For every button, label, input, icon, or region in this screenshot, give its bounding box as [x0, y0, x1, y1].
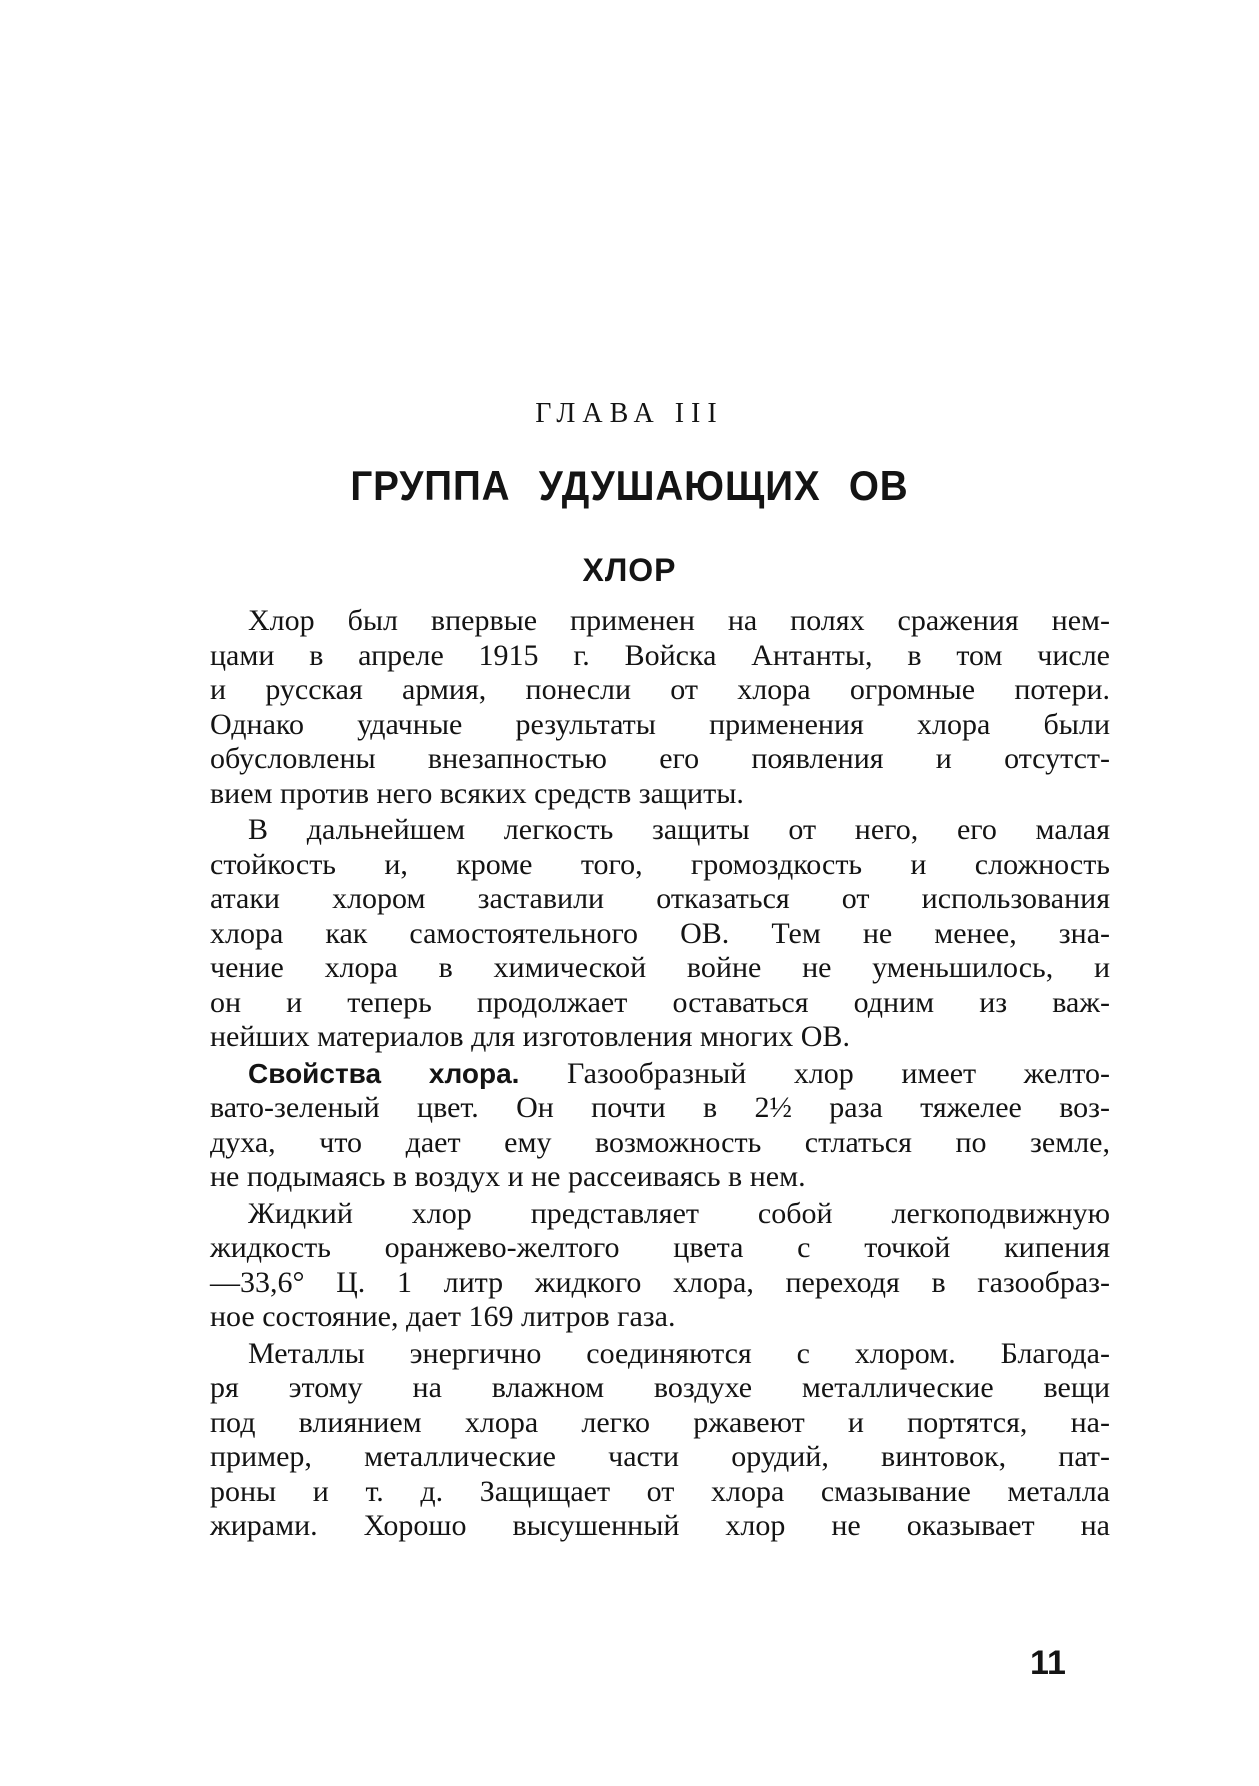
text-line: Однако удачные результаты применения хлора были: [210, 707, 1110, 741]
text-line: жирами. Хорошо высушенный хлор не оказывает на: [210, 1509, 1110, 1542]
text-line: роны и т. д. Защищает от хлора смазывание металла: [210, 1474, 1110, 1508]
text-line: стойкость и, кроме того, громоздкость и сложность: [210, 847, 1110, 881]
chapter-title: ГРУППА УДУШАЮЩИХ ОВ: [350, 462, 909, 509]
text-line: духа, что дает ему возможность стлаться по земле,: [210, 1125, 1110, 1159]
text-line: нейших материалов для изготовления многих ОВ.: [210, 1020, 850, 1053]
text-line: Хлор был впервые применен на полях сражения нем-: [248, 604, 1110, 637]
text-line: Жидкий хлор представляет собой легкоподвижную: [248, 1196, 1110, 1230]
text-line: вием против него всяких средств защиты.: [210, 776, 744, 810]
text-line: пример, металлические части орудий, винтовок, пат-: [210, 1440, 1110, 1473]
text-line: хлора как самостоятельного ОВ. Тем не менее, зна-: [210, 916, 1110, 950]
text-line: В дальнейшем легкость защиты от него, его малая: [248, 813, 1110, 846]
page-number: 11: [1030, 1644, 1066, 1682]
text-line: он и теперь продолжает оставаться одним из важ-: [210, 985, 1110, 1019]
text-line-rest: Газообразный хлор имеет желто-: [519, 1056, 1111, 1090]
text-line: ря этому на влажном воздухе металлические вещи: [210, 1371, 1110, 1404]
paragraph-lead: Свойства хлора.: [248, 1057, 520, 1089]
text-line: ное состояние, дает 169 литров газа.: [210, 1300, 676, 1333]
text-line: и русская армия, понесли от хлора огромные потери.: [210, 673, 1110, 706]
text-line: обусловлены внезапностью его появления и отсутст-: [210, 742, 1110, 775]
text-line: вато-зеленый цвет. Он почти в 2½ раза тяжелее воз-: [210, 1091, 1110, 1124]
text-line: под влиянием хлора легко ржавеют и портятся, на-: [210, 1405, 1110, 1439]
text-line: цами в апреле 1915 г. Войска Антанты, в том числе: [210, 638, 1110, 672]
text-line: —33,6° Ц. 1 литр жидкого хлора, переходя в газообраз-: [210, 1265, 1110, 1299]
text-line: не подымаясь в воздух и не рассеиваясь в нем.: [210, 1160, 806, 1193]
section-title: ХЛОР: [582, 552, 677, 588]
text-line: [210, 1057, 1110, 1092]
body-text: [210, 604, 1110, 1544]
text-line: чение хлора в химической войне не уменьшилось, и: [210, 951, 1110, 984]
text-line: Металлы энергично соединяются с хлором. Благода-: [248, 1336, 1110, 1370]
chapter-label: ГЛАВА III: [535, 398, 724, 429]
text-line: жидкость оранжево-желтого цвета с точкой кипения: [210, 1231, 1110, 1264]
text-line: атаки хлором заставили отказаться от использования: [210, 882, 1110, 915]
